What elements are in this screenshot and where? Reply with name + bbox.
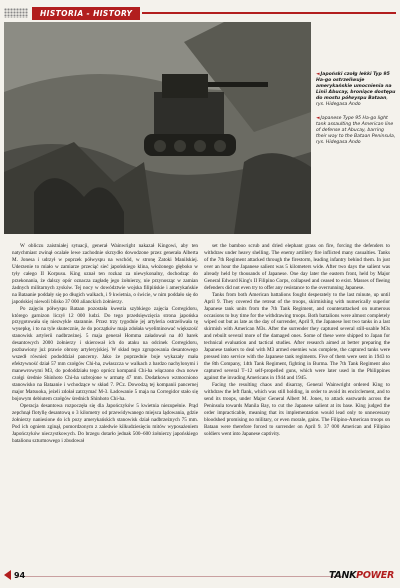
caption-polish-text: Japoński czołg lekki Typ 95 Ha-go ostrzeliwuje amerykańskie umocnienia na Linii Abucay, broniące dostępu do mostu półwyspu Bataan [316,72,396,101]
caption-english-text: Japanese Type 95 Ha-go light tank assaulting the American line of defense at Abucay, barring their way to the Bataan Peninsula [316,116,394,139]
polish-paragraph: Po zajęciu półwyspu Bataan pozostała kwestia szybkiego zajęcia Corregidoru, którego garnizon liczył 12 000 ludzi. Do tego przedsięwzięcia strona japońska przygotowała się niezwykle starannie. Przez trzy tygodnie jej artyleria ostrzeliwała tę wysepkę, i to na tyle skutecznie, że do początków maja zdołała wyeliminować większość stanowisk artylerii nadbrzeżnej. 5 maja generał Homma załadował na 40 barek desantowych 2000 żołnierzy i skierował ich do ataku na odcinek Corregidoru, pozbawiony już prawie obrony artyleryjskiej. W skład tego zgrupowania desantowego wszedł również pododdział pancerny. Jako że poprzednie boje wykazały mała efektywność dział 57 mm czołgów Chi-ha, zwłaszcza w walkach z bardzo nachylonymi i manewrowymi M3, do pododdziału tego oprócz kompanii Chi-ha włączono dwa nowe czołgi średnie Shinhoto Chi-ha uzbrojone w armatę 47 mm. Dodatkowo wzmocniono stanowisko na Bataanie i wchodzące w skład 7. PCz. Dowodzą tej kompanii pancernej major Matsuoka, jeżeli zdołał zatrzymać M-3. Ładowanie 5 maja na Corregidor stało się bojowym debiutem czołgów średnich Shinhoto Chi-ha. [12,305,198,402]
english-paragraph: Facing the resulting chaos and disarray, General Wainwright ordered King to withdraw the left flank, which was still holding, in order to avoid its encirclement, and to send its troops, under Major General Albert M. Jones, to attack eastwards across the Peninsula towards Manila Bay, to cut the Japanese salient at its base. King judged the order impracticable, meaning that its implementation would lead only to unnecessary bloodshed promising no military, or even morale, gains. The Filipino-American troops on Bataan were therefore forced to surrender on April 9. 37 000 American and Filipino soldiers went into Japanese captivity. [204,382,390,437]
tank-photo [4,22,311,234]
page-footer [0,566,400,588]
polish-paragraph: Operacja desantowa rozpoczęła się dla Japończyków 5 kwietnia niezupełnie. Prąd zepchnął flotyllę desantową o 3 kilometry od przewidywanego miejsca lądowania, gdzie żołnierzy naniesione do ich pozy amerykańskich stanowisk dział nadbrzeżnych 75 mm. Pod ich ogniem zginął, pomordzonym z zaledwie kilkudziesięciu mitów wyposażeniem Japończyków nieczystkowych. Do brzegu dotarło jednak 500–600 żołnierzy japońskiego batalionu szturmowego i zbudował [12,402,198,444]
tank-photo-illustration [4,22,311,234]
english-paragraph: set the bamboo scrub and dried elephant grass on fire, forcing the defenders to withdraw under heavy shelling. The enemy artillery fire inflicted many casualties. Tanks of the 7th Regiment attacked through the firestorm, leading infantry behind them. In just over an hour the Japanese salient was 5 kilometers wide. After two days the salient was already held by thousands of Japanese. One day later the eastern front, held by Major General Edward King's II Filipino Corps, collapsed and ceased to exist. Masses of fleeing defenders did not even try to offer any resistance to the overrunning Japanese. [204,243,390,291]
polish-paragraph: W obliczu zaistniałej sytuacji, generał Wainwright nakazał Kingowi, aby ten natychmiast zwinął ocalałe lewe zachodnie skrzydło dowodzone przez generała Alberta M. Jonesa i udrzył w poprzek półwyspu na wschód, w stronę Zatoki Manilskiej. Uderzenie to miało w zamiarze przeciąć sieć japońskiego klina, włożonego głęboko w tyły całego II Korpusu. King uznał ten rozkaz za niewykonalny, dochodząc do przekonania, że dalszy opór oznacza zagładę jego żołnierzy, nie przynosząc w zamian żadnych militarnych zysków. Tej nocy w dowództwie wojska filipińskie i amerykańskie na Bataanie poddały się po długich walkach, i 9 kwietnia, o świcie, w nim poddało się do japońskiej niewoli blisko 37 000 alianckich żołnierzy. [12,243,198,305]
caption-polish: ◄Japoński czołg lekki Typ 95 Ha-go ostrzeliwuje amerykańskie umocnienia na Linii Abucay, broniące dostępu do mostu półwyspu Bataan, rys. Hidegasa Ando [316,72,396,107]
photo-captions [316,72,396,154]
english-text-column [204,243,390,438]
caption-polish-credit: rys. Hidegasa Ando [316,102,361,107]
logo-tank: TANK [328,570,357,581]
page-number-text: 94 [14,570,26,580]
polish-text-column [12,243,198,445]
caption-arrow-icon: ◄ [316,116,320,121]
page-marker-icon [4,570,11,580]
magazine-logo [329,570,394,581]
page-number [4,570,25,580]
caption-english: ◄Japanese Type 95 Ha-go light tank assaulting the American line of defense at Abucay, barring their way to the Bataan Peninsula, rys. Hidegasa Ando [316,116,396,145]
footer-rule [16,576,342,577]
caption-arrow-icon: ◄ [316,72,320,77]
header-dot-pattern [4,8,28,18]
caption-english-credit: rys. Hidegasa Ando [316,140,361,145]
header-rule [142,12,396,14]
section-title: HISTORIA - HISTORY [32,7,140,20]
section-header [4,6,396,20]
english-paragraph: Tanks from both American battalions fought desperately to the last minute, up until April 9. They covered the retreat of the troops, skirmishing with numerically superior Japanese tank units from the 7th Tank Regiment, and counterattacked on numerous occasions to buy time for the withdrawing troops. Both battalions were almost completely wiped out but as late as the day of surrender, April 9, the Japanese lost two tanks in a last skirmish with American M3s. After the surrender they captured several still-usable M3s and rebuilt several more of the damaged ones. Some of these were shipped to Japan for technical evaluation and tactical studies. After research aimed at better preparing the Japanese tankers to deal with M3 armed enemies was complete, the captured tanks were pressed into service with the Japanese tank regiments. Five of them were sent in 1943 to the 8th Company, 14th Tank Regiment, fighting in Burma. The 7th Tank Regiment also captured several T–12 self-propelled guns, which were later used in the Philippines against the invading Americans in 1944 and 1945. [204,291,390,382]
logo-power: POWER [356,570,394,581]
